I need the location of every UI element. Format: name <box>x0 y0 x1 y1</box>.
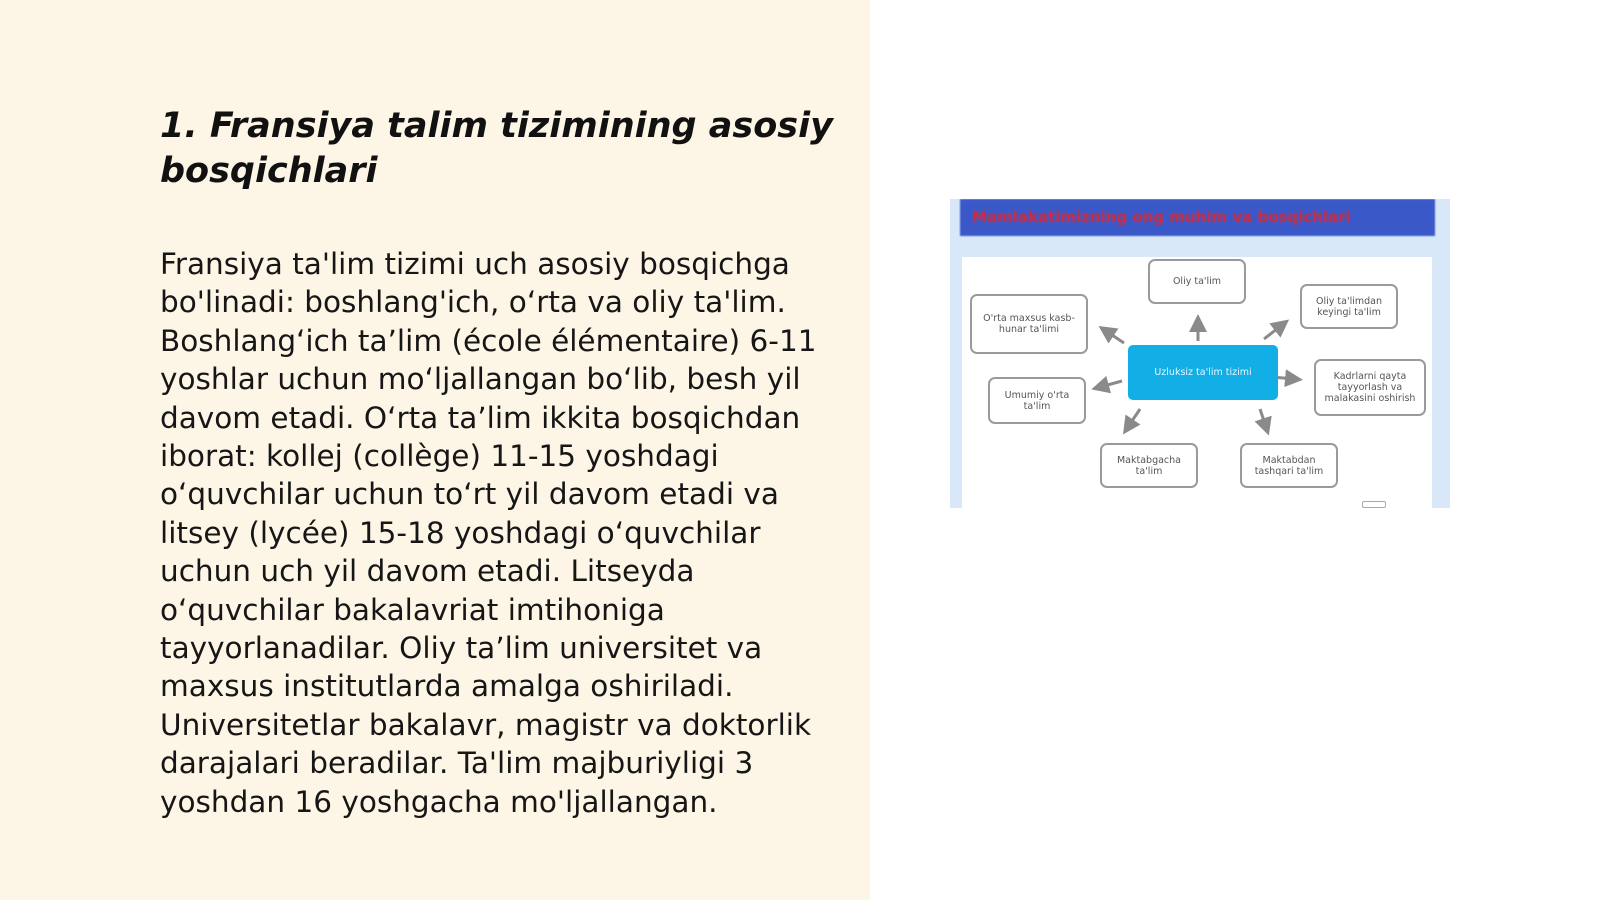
arrow-up-right <box>1264 325 1282 339</box>
slide-title: 1. Fransiya talim tizimining asosiy bosqichlari <box>160 106 833 191</box>
node-umumiy-orta: Umumiy o'rta ta'lim <box>988 377 1086 424</box>
node-center: Uzluksiz ta'lim tizimi <box>1128 345 1278 400</box>
node-kadrlar: Kadrlarni qayta tayyorlash va malakasini oshirish <box>1314 359 1426 416</box>
node-orta-maxsus: O'rta maxsus kasb-hunar ta'limi <box>970 294 1088 354</box>
node-oliy-talim: Oliy ta'lim <box>1148 259 1246 304</box>
node-maktabdan-tashqari: Maktabdan tashqari ta'lim <box>1240 443 1338 488</box>
arrow-down-left <box>1128 409 1140 427</box>
slide-body-text: Fransiya ta'lim tizimi uch asosiy bosqichga bo'linadi: boshlang'ich, o‘rta va oliy ta'lim. Boshlang‘ich ta’lim (école élémentaire) 6-11 yoshlar uchun mo‘ljallangan bo‘lib, besh yil davom etadi. O‘rta ta’lim ikkita bosqichdan iborat: kollej (collège) 11-15 yoshdagi o‘quvchilar uchun to‘rt yil davom etadi va litsey (lycée) 15-18 yoshdagi o‘quvchilar uchun uch yil davom etadi. Litseyda o‘quvchilar bakalavriat imtihoniga tayyorlanadilar. Oliy ta’lim universitet va maxsus institutlarda amalga oshiriladi. Universitetlar bakalavr, magistr va doktorlik darajalari beradilar. Ta'lim majburiyligi 3 yoshdan 16 yoshgacha mo'ljallangan. <box>160 247 817 819</box>
arrow-up-left <box>1106 331 1124 343</box>
diagram-header: Mamlakatimizning ong muhim va bosqichlari <box>960 199 1435 236</box>
education-system-diagram <box>950 199 1450 508</box>
arrow-left <box>1100 381 1122 387</box>
node-oliy-keyingi: Oliy ta'limdan keyingi ta'lim <box>1300 284 1398 329</box>
diagram-page-indicator <box>1362 501 1386 508</box>
node-maktabgacha: Maktabgacha ta'lim <box>1100 443 1198 488</box>
arrow-down-right <box>1260 409 1266 427</box>
diagram-canvas <box>962 257 1432 508</box>
